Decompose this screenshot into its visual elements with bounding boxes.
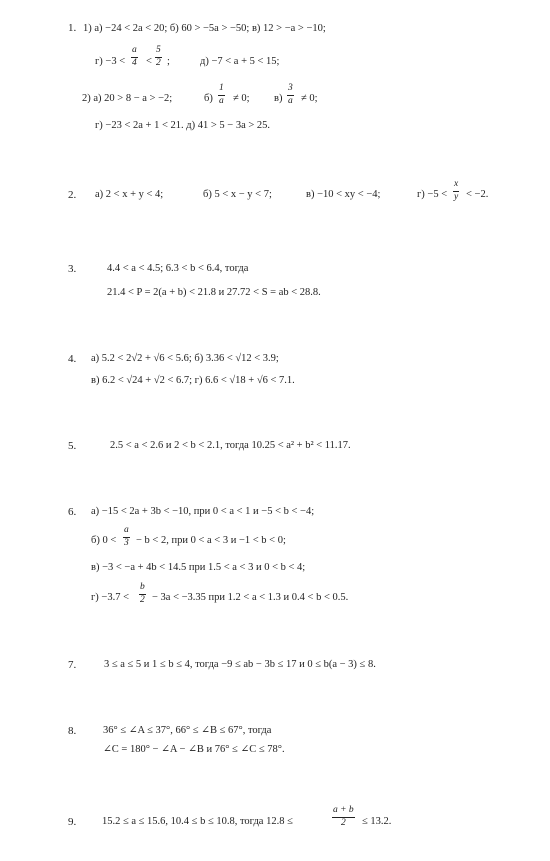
- problem-1-line-2b: <: [146, 56, 152, 67]
- problem-6-line-3: в) −3 < −a + 4b < 14.5 при 1.5 < a < 3 и 0 < b < 4;: [91, 562, 306, 573]
- problem-6-line-2b: − b < 2, при 0 < a < 3 и −1 < b < 0;: [136, 535, 286, 546]
- problem-2-part-b: б) 5 < x − y < 7;: [203, 189, 272, 200]
- problem-4-line-1: а) 5.2 < 2√2 + √6 < 5.6; б) 3.36 < √12 < 3.9;: [91, 353, 279, 364]
- fraction: [123, 526, 130, 548]
- problem-number: 1.: [68, 22, 77, 34]
- problem-1-line-2a: г) −3 <: [95, 56, 126, 67]
- problem-1-line-3e: ≠ 0;: [301, 93, 318, 104]
- problem-5-line-1: 2.5 < a < 2.6 и 2 < b < 2.1, тогда 10.25 < a² + b² < 11.17.: [110, 440, 351, 451]
- fraction: [287, 84, 294, 106]
- problem-1-line-4: г) −23 < 2a + 1 < 21. д) 41 > 5 − 3a > 25.: [95, 120, 271, 131]
- problem-7-line-1: 3 ≤ a ≤ 5 и 1 ≤ b ≤ 4, тогда −9 ≤ ab − 3b ≤ 17 и 0 ≤ b(a − 3) ≤ 8.: [104, 659, 376, 670]
- problem-number: 6.: [68, 506, 77, 518]
- fraction: [155, 46, 162, 68]
- fraction: [139, 583, 146, 605]
- problem-2-part-a: а) 2 < x + y < 4;: [95, 189, 164, 200]
- problem-number: 3.: [68, 263, 77, 275]
- problem-6-line-1: а) −15 < 2a + 3b < −10, при 0 < a < 1 и −5 < b < −4;: [91, 506, 315, 517]
- problem-1-line-3d: в): [274, 93, 283, 104]
- problem-2-part-c: в) −10 < xy < −4;: [306, 189, 381, 200]
- problem-1-line-3c: ≠ 0;: [233, 93, 250, 104]
- problem-1-line-1: 1) а) −24 < 2a < 20; б) 60 > −5a > −50; в) 12 > −a > −10;: [83, 23, 326, 34]
- fraction: [131, 46, 138, 68]
- fraction: [332, 806, 355, 828]
- problem-8-line-1: 36° ≤ ∠A ≤ 37°, 66° ≤ ∠B ≤ 67°, тогда: [103, 725, 272, 736]
- denominator: y: [454, 191, 459, 202]
- problem-3-line-2: 21.4 < P = 2(a + b) < 21.8 и 27.72 < S = ab < 28.8.: [107, 287, 321, 298]
- numerator: x: [453, 180, 459, 192]
- problem-number: 7.: [68, 659, 77, 671]
- problem-1-line-2c: ;: [167, 56, 170, 67]
- problem-1-line-3b: б): [204, 93, 213, 104]
- denominator: a: [288, 95, 293, 106]
- problem-4-line-2: в) 6.2 < √24 + √2 < 6.7; г) 6.6 < √18 + √6 < 7.1.: [91, 375, 295, 386]
- problem-2-part-d-end: < −2.: [466, 189, 489, 200]
- numerator: 1: [218, 84, 225, 96]
- numerator: a + b: [332, 806, 355, 818]
- fraction: [218, 84, 225, 106]
- numerator: a: [123, 526, 130, 538]
- problem-number: 2.: [68, 189, 77, 201]
- problem-number: 8.: [68, 725, 77, 737]
- problem-6-line-4b: − 3a < −3.35 при 1.2 < a < 1.3 и 0.4 < b < 0.5.: [152, 592, 349, 603]
- fraction: [453, 180, 459, 202]
- problem-6-line-2a: б) 0 <: [91, 535, 117, 546]
- denominator: 4: [132, 57, 137, 68]
- problem-3-line-1: 4.4 < a < 4.5; 6.3 < b < 6.4, тогда: [107, 263, 249, 274]
- problem-number: 5.: [68, 440, 77, 452]
- numerator: 5: [155, 46, 162, 58]
- denominator: 2: [156, 57, 161, 68]
- problem-8-line-2: ∠C = 180° − ∠A − ∠B и 76° ≤ ∠C ≤ 78°.: [103, 744, 285, 755]
- numerator: a: [131, 46, 138, 58]
- problem-6-line-4a: г) −3.7 <: [91, 592, 130, 603]
- problem-number: 9.: [68, 816, 77, 828]
- problem-9-line-1: 15.2 ≤ a ≤ 15.6, 10.4 ≤ b ≤ 10.8, тогда 12.8 ≤: [102, 816, 293, 827]
- denominator: 2: [140, 594, 145, 605]
- numerator: 3: [287, 84, 294, 96]
- numerator: b: [139, 583, 146, 595]
- problem-9-line-2: ≤ 13.2.: [362, 816, 392, 827]
- problem-1-line-2d: д) −7 < a + 5 < 15;: [200, 56, 280, 67]
- denominator: a: [219, 95, 224, 106]
- denominator: 3: [124, 537, 129, 548]
- problem-number: 4.: [68, 353, 77, 365]
- problem-1-line-3a: 2) а) 20 > 8 − a > −2;: [82, 93, 173, 104]
- denominator: 2: [340, 817, 346, 828]
- problem-2-part-d: г) −5 <: [417, 189, 448, 200]
